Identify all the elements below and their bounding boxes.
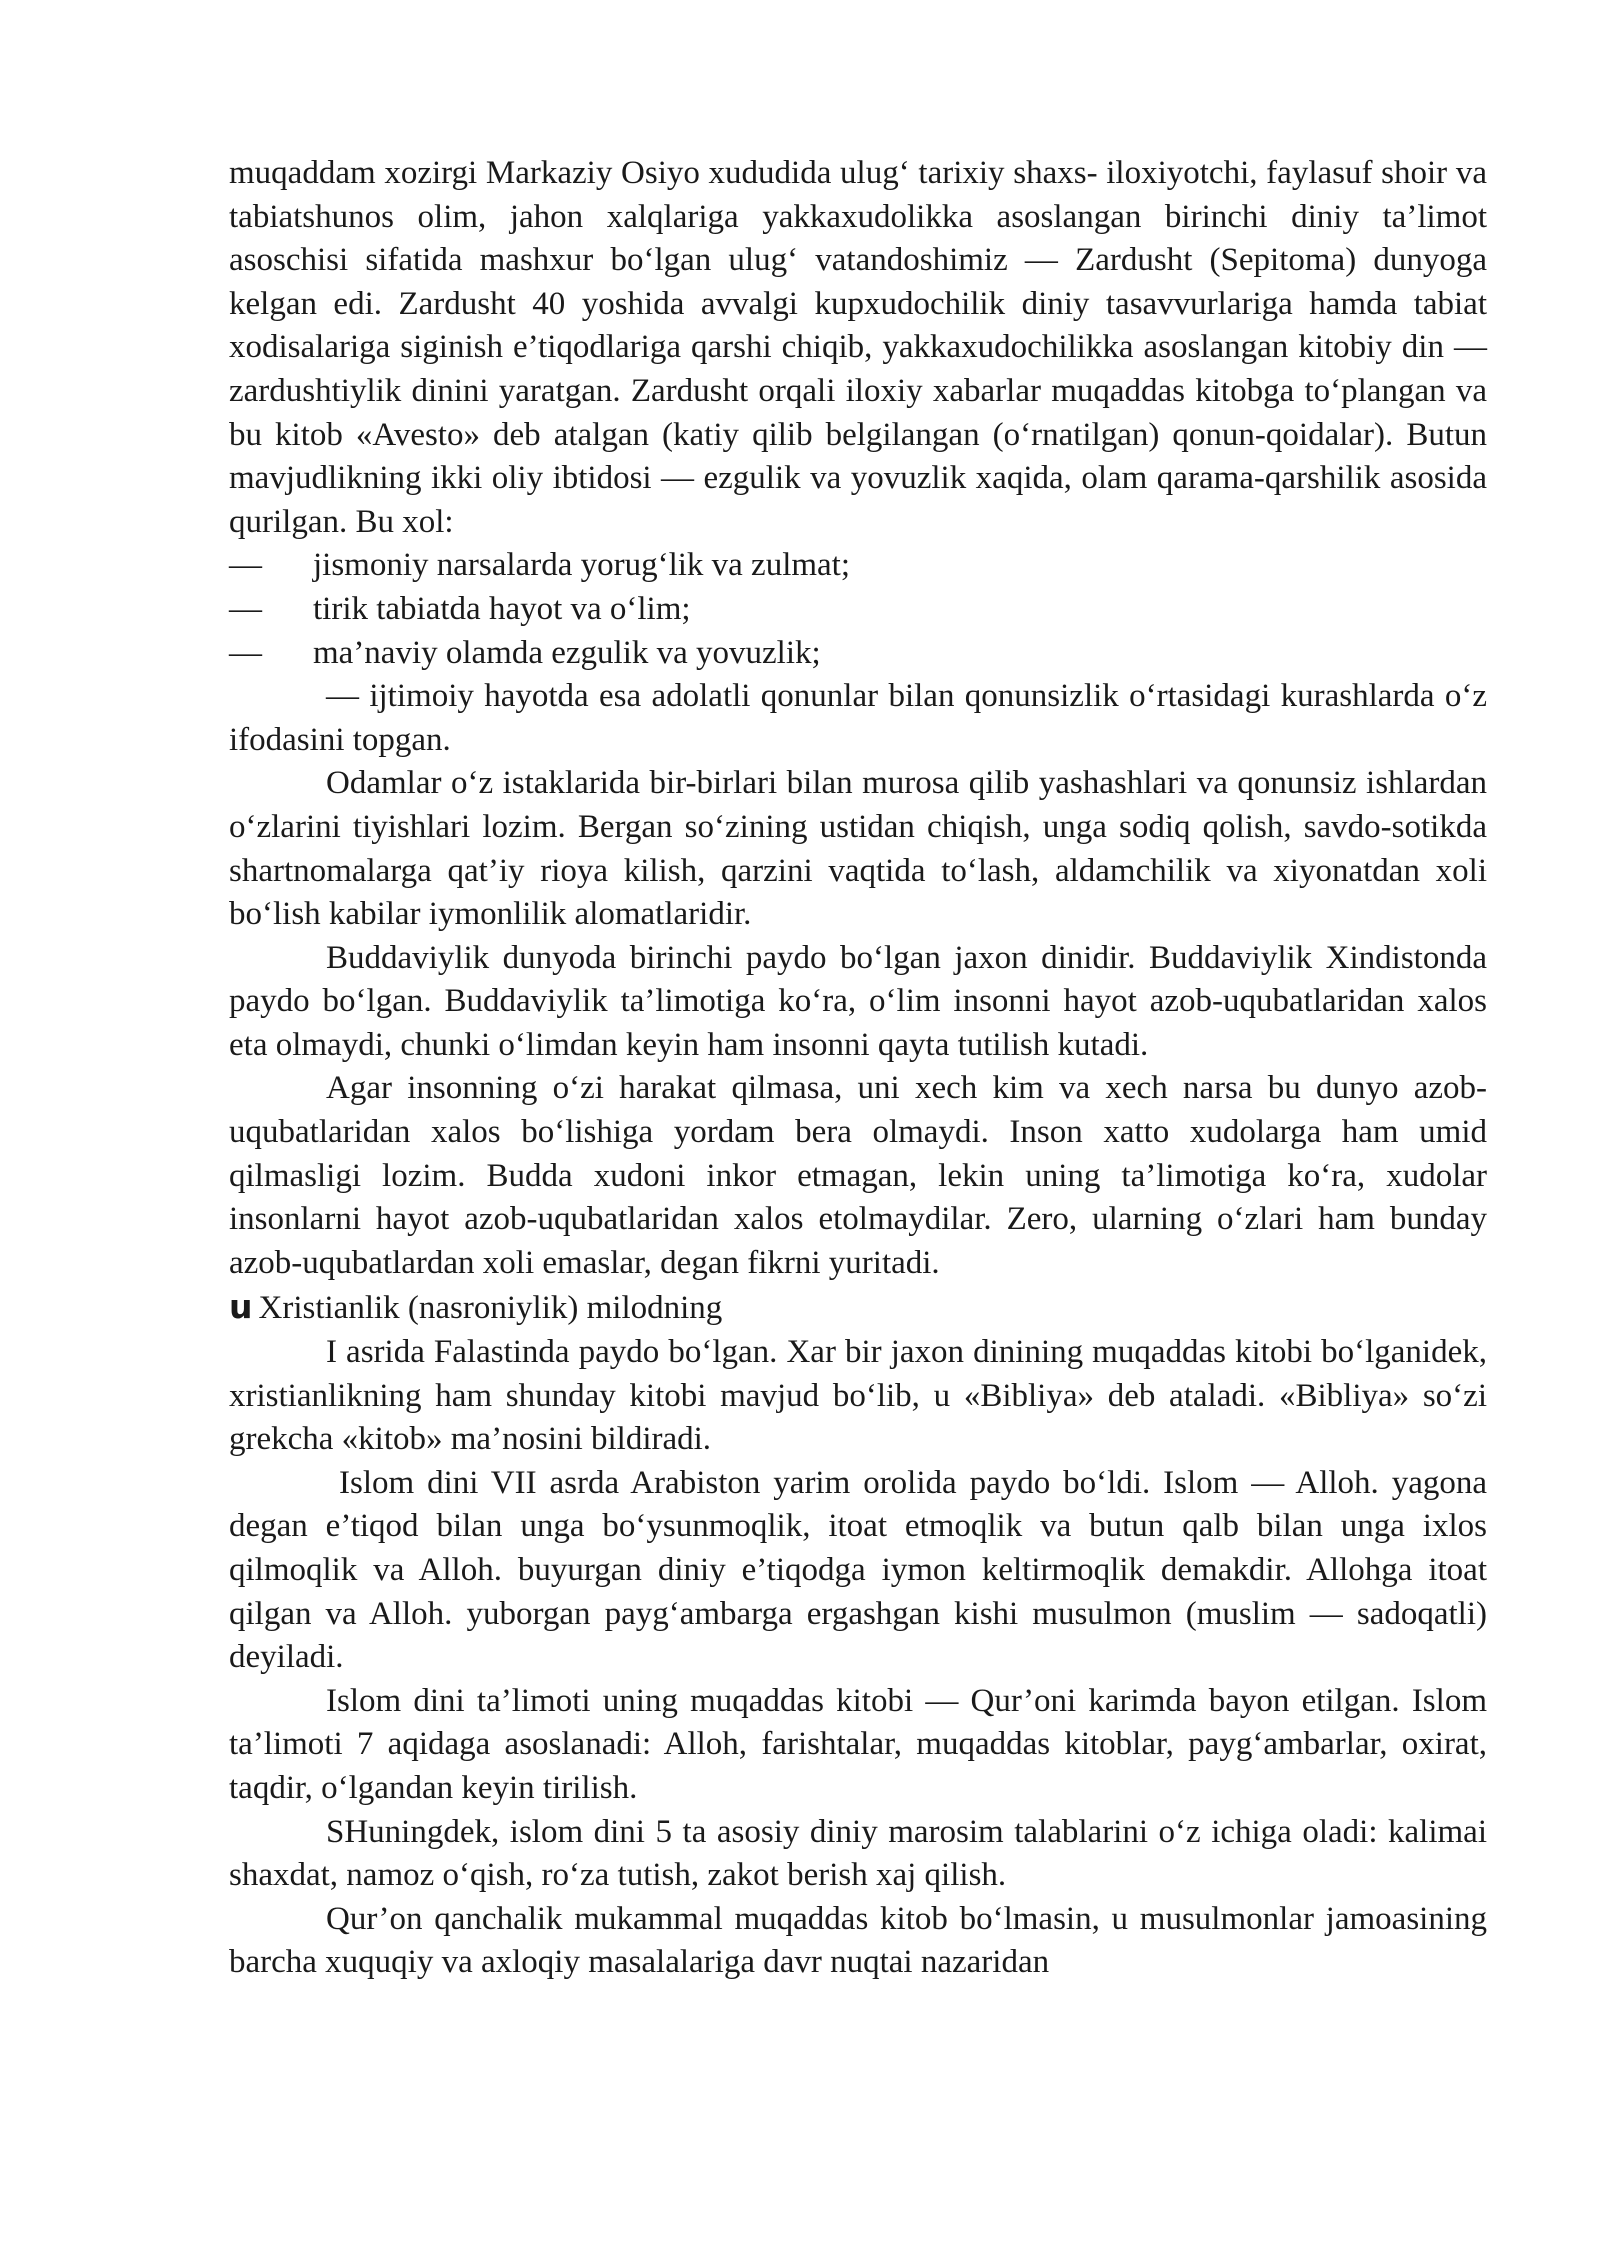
list-item-last: — ijtimoiy hayotda esa adolatli qonunlar bilan qonunsizlik o‘rtasidagi kurashlarda o‘z ifodasini topgan. — [229, 678, 1487, 758]
document-page — [229, 152, 1487, 1985]
paragraph-quron: Qur’on qanchalik mukammal muqaddas kitob bo‘lmasin, u musulmonlar jamoasining barcha xuquqiy va axloqiy masalalariga davr nuqtai nazaridan — [229, 1900, 1487, 1981]
paragraph-zardusht: muqaddam xozirgi Markaziy Osiyo xududida ulug‘ tarixiy shaxs- iloxiyotchi, faylasuf shoir va tabiatshunos olim, jahon xalqlariga yakkaxudolikka asoslangan birinchi diniy ta’limot asoschisi sifatida mashxur bo‘lgan ulug‘ vatandoshimiz — Zardusht (Sepitoma) dunyoga kelgan edi. Zardusht 40 yoshida avvalgi kupxudochilik diniy tasavvurlariga hamda tabiat xodisalariga siginish e’tiqodlariga qarshi chiqib, yakkaxudochilikka asoslangan kitobiy din — zardushtiylik dinini yaratgan. Zardusht orqali iloxiy xabarlar muqaddas kitobga to‘plangan va bu kitob «Avesto» deb atalgan (katiy qilib belgilangan (o‘rnatilgan) qonun-qoidalar). Butun mavjudlikning ikki oliy ibtidosi — ezgulik va yovuzlik xaqida, olam qarama-qarshilik asosida qurilgan. Bu xol: — [229, 155, 1487, 540]
list-item — [229, 632, 1487, 676]
list-item — [229, 588, 1487, 632]
paragraph-falastin: I asrida Falastinda paydo bo‘lgan. Xar bir jaxon dinining muqaddas kitobi bo‘lganidek, xristianlikning ham shunday kitobi mavjud bo‘lib, u «Bibliya» deb ataladi. «Bibliya» so‘zi grekcha «kitob» ma’nosini bildiradi. — [229, 1334, 1487, 1458]
paragraph-agar: Agar insonning o‘zi harakat qilmasa, uni xech kim va xech narsa bu dunyo azob-uqubatlaridan xalos bo‘lishiga yordam bera olmaydi. Inson xatto xudolarga ham umid qilmasligi lozim. Budda xudoni inkor etmagan, lekin uning ta’limotiga ko‘ra, xudolar insonlarni hayot azob-uqubatlaridan xalos etolmaydilar. Zero, ularning o‘zlari ham bunday azob-uqubatlardan xoli emaslar, degan fikrni yuritadi. — [229, 1070, 1487, 1281]
paragraph-islom-talimoti: Islom dini ta’limoti uning muqaddas kitobi — Qur’oni karimda bayon etilgan. Islom ta’limoti 7 aqidaga asoslanadi: Alloh, farishtalar, muqaddas kitoblar, payg‘ambarlar, oxirat, taqdir, o‘lgandan keyin tirilish. — [229, 1682, 1487, 1806]
list-item-text: ma’naviy olamda ezgulik va yovuzlik; — [313, 634, 821, 671]
paragraph-buddaviylik: Buddaviylik dunyoda birinchi paydo bo‘lgan jaxon dinidir. Buddaviylik Xindistonda paydo bo‘lgan. Buddaviylik ta’limotiga ko‘ra, o‘lim insonni hayot azob-uqubatlaridan xalos eta olmaydi, chunki o‘limdan keyin ham insonni qayta tutilish kutadi. — [229, 939, 1487, 1063]
list-dash: — — [229, 634, 262, 671]
paragraph-odamlar: Odamlar o‘z istaklarida bir-birlari bilan murosa qilib yashashlari va qonunsiz ishlardan o‘zlarini tiyishlari lozim. Bergan so‘zining ustidan chiqish, unga sodiq qolish, savdo-sotikda shartnomalarga qat’iy rioya kilish, qarzini vaqtida to‘lash, aldamchilik va xiyonatdan xoli bo‘lish kabilar iymonlilik alomatlaridir. — [229, 765, 1487, 933]
list-dash: — — [229, 547, 262, 584]
paragraph-islom: Islom dini VII asrda Arabiston yarim orolida paydo bo‘ldi. Islom — Alloh. yagona degan e’tiqod bilan unga bo‘ysunmoqlik, itoat etmoqlik va butun qalb bilan unga ixlos qilmoqlik va Alloh. buyurgan diniy e’tiqodga iymon keltirmoqlik demakdir. Allohga itoat qilgan va Alloh. yuborgan payg‘ambarga ergashgan kishi musulmon (muslim — sadoqatli) deyiladi. — [229, 1464, 1487, 1676]
list-item-text: tirik tabiatda hayot va o‘lim; — [313, 590, 691, 627]
bullet-icon: u — [229, 1287, 253, 1327]
bullet-text: Xristianlik (nasroniylik) milodning — [258, 1290, 723, 1327]
list-item — [229, 544, 1487, 588]
bullet-line-xristianlik — [229, 1285, 1487, 1331]
paragraph-shuningdek: SHuningdek, islom dini 5 ta asosiy diniy marosim talablarini o‘z ichiga oladi: kalimai shaxdat, namoz o‘qish, ro‘za tutish, zakot berish xaj qilish. — [229, 1813, 1487, 1894]
list-item-text: jismoniy narsalarda yorug‘lik va zulmat; — [313, 547, 851, 584]
list-dash: — — [229, 590, 262, 627]
